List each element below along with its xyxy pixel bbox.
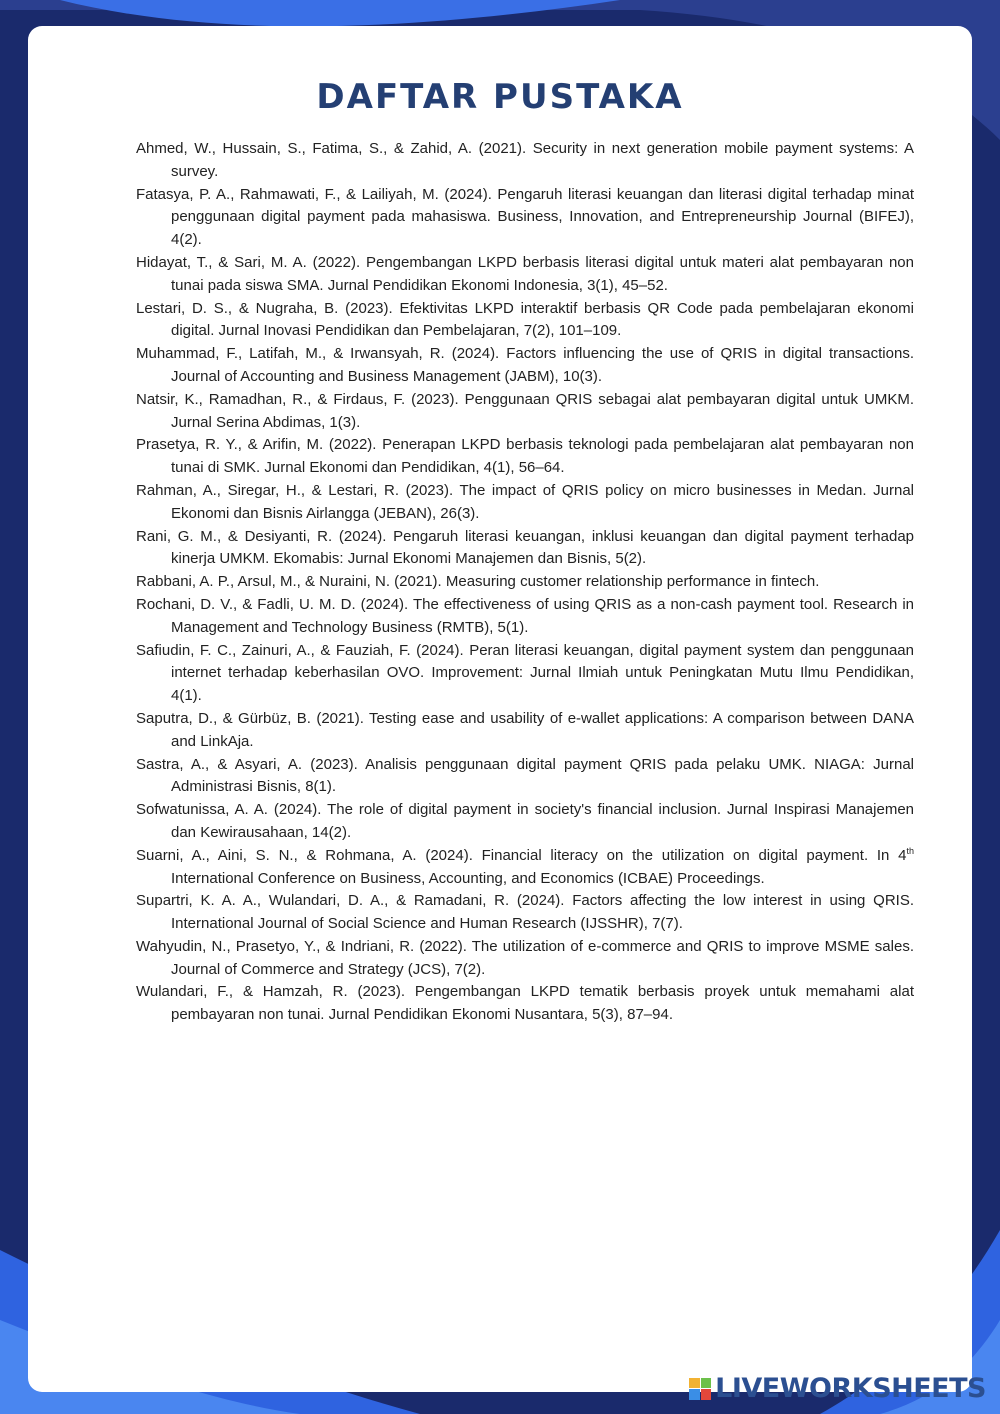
reference-item: Natsir, K., Ramadhan, R., & Firdaus, F. (2023). Penggunaan QRIS sebagai alat pembayaran digital untuk UMKM. Jurnal Serina Abdimas, 1(3). xyxy=(136,390,914,431)
reference-item: Prasetya, R. Y., & Arifin, M. (2022). Penerapan LKPD berbasis teknologi pada pembelajaran alat pembayaran non tunai di SMK. Jurnal Ekonomi dan Pendidikan, 4(1), 56–64. xyxy=(136,436,914,477)
reference-item: Rahman, A., Siregar, H., & Lestari, R. (2023). The impact of QRIS policy on micro businesses in Medan. Jurnal Ekonomi dan Bisnis Airlangga (JEBAN), 26(3). xyxy=(136,481,914,522)
liveworksheets-logo-icon xyxy=(689,1378,711,1400)
reference-item: Wahyudin, N., Prasetyo, Y., & Indriani, R. (2022). The utilization of e-commerce and QRIS to improve MSME sales. Journal of Commerce and Strategy (JCS), 7(2). xyxy=(136,937,914,978)
reference-item: Rabbani, A. P., Arsul, M., & Nuraini, N. (2021). Measuring customer relationship performance in fintech. xyxy=(136,573,820,591)
page-title: DAFTAR PUSTAKA xyxy=(316,76,684,117)
reference-list xyxy=(136,138,914,1027)
reference-item: Saputra, D., & Gürbüz, B. (2021). Testing ease and usability of e-wallet applications: A comparison between DANA and LinkAja. xyxy=(136,709,914,750)
reference-item: Rochani, D. V., & Fadli, U. M. D. (2024). The effectiveness of using QRIS as a non-cash payment tool. Research in Management and Technology Business (RMTB), 5(1). xyxy=(136,595,914,636)
reference-text: International Conference on Business, Accounting, and Economics (ICBAE) Proceedings. xyxy=(171,869,765,887)
reference-item: Wulandari, F., & Hamzah, R. (2023). Pengembangan LKPD tematik berbasis proyek untuk memahami alat pembayaran non tunai. Jurnal Pendidikan Ekonomi Nusantara, 5(3), 87–94. xyxy=(136,983,914,1024)
reference-item: Ahmed, W., Hussain, S., Fatima, S., & Zahid, A. (2021). Security in next generation mobile payment systems: A survey. xyxy=(136,140,914,180)
reference-item: Safiudin, F. C., Zainuri, A., & Fauziah, F. (2024). Peran literasi keuangan, digital payment system dan penggunaan internet terhadap keberhasilan OVO. Improvement: Jurnal Ilmiah untuk Peningkatan Mutu Ilmu Pendidikan, 4(1). xyxy=(136,641,914,705)
brand-name: LIVEWORKSHEETS xyxy=(715,1373,986,1404)
reference-item: Rani, G. M., & Desiyanti, R. (2024). Pengaruh literasi keuangan, inklusi keuangan dan digital payment terhadap kinerja UMKM. Ekomabis: Jurnal Ekonomi Manajemen dan Bisnis, 5(2). xyxy=(136,527,914,568)
reference-item: Fatasya, P. A., Rahmawati, F., & Lailiyah, M. (2024). Pengaruh literasi keuangan dan literasi digital terhadap minat penggunaan digital payment pada mahasiswa. Business, Innovation, and Entrepreneurship Journal (BIFEJ), 4(2). xyxy=(136,185,914,249)
ordinal-superscript: th xyxy=(906,845,914,856)
reference-text: Suarni, A., Aini, S. N., & Rohmana, A. (2024). Financial literacy on the utilization on digital payment. In 4 xyxy=(136,846,907,864)
liveworksheets-branding[interactable] xyxy=(689,1373,986,1404)
reference-item: Sofwatunissa, A. A. (2024). The role of digital payment in society's financial inclusion. Jurnal Inspirasi Manajemen dan Kewirausahaan, 14(2). xyxy=(136,801,914,841)
reference-item: Sastra, A., & Asyari, A. (2023). Analisis penggunaan digital payment QRIS pada pelaku UMK. NIAGA: Jurnal Administrasi Bisnis, 8(1). xyxy=(136,755,914,796)
reference-item: Hidayat, T., & Sari, M. A. (2022). Pengembangan LKPD berbasis literasi digital untuk materi alat pembayaran non tunai pada siswa SMA. Jurnal Pendidikan Ekonomi Indonesia, 3(1), 45–52. xyxy=(136,253,914,294)
reference-item: Lestari, D. S., & Nugraha, B. (2023). Efektivitas LKPD interaktif berbasis QR Code pada pembelajaran ekonomi digital. Jurnal Inovasi Pendidikan dan Pembelajaran, 7(2), 101–109. xyxy=(136,299,914,340)
reference-item-suarni xyxy=(136,845,914,891)
reference-item: Supartri, K. A. A., Wulandari, D. A., & Ramadani, R. (2024). Factors affecting the low interest in using QRIS. International Journal of Social Science and Human Research (IJSSHR), 7(7). xyxy=(136,892,914,933)
reference-item: Muhammad, F., Latifah, M., & Irwansyah, R. (2024). Factors influencing the use of QRIS in digital transactions. Journal of Accounting and Business Management (JABM), 10(3). xyxy=(136,345,914,385)
